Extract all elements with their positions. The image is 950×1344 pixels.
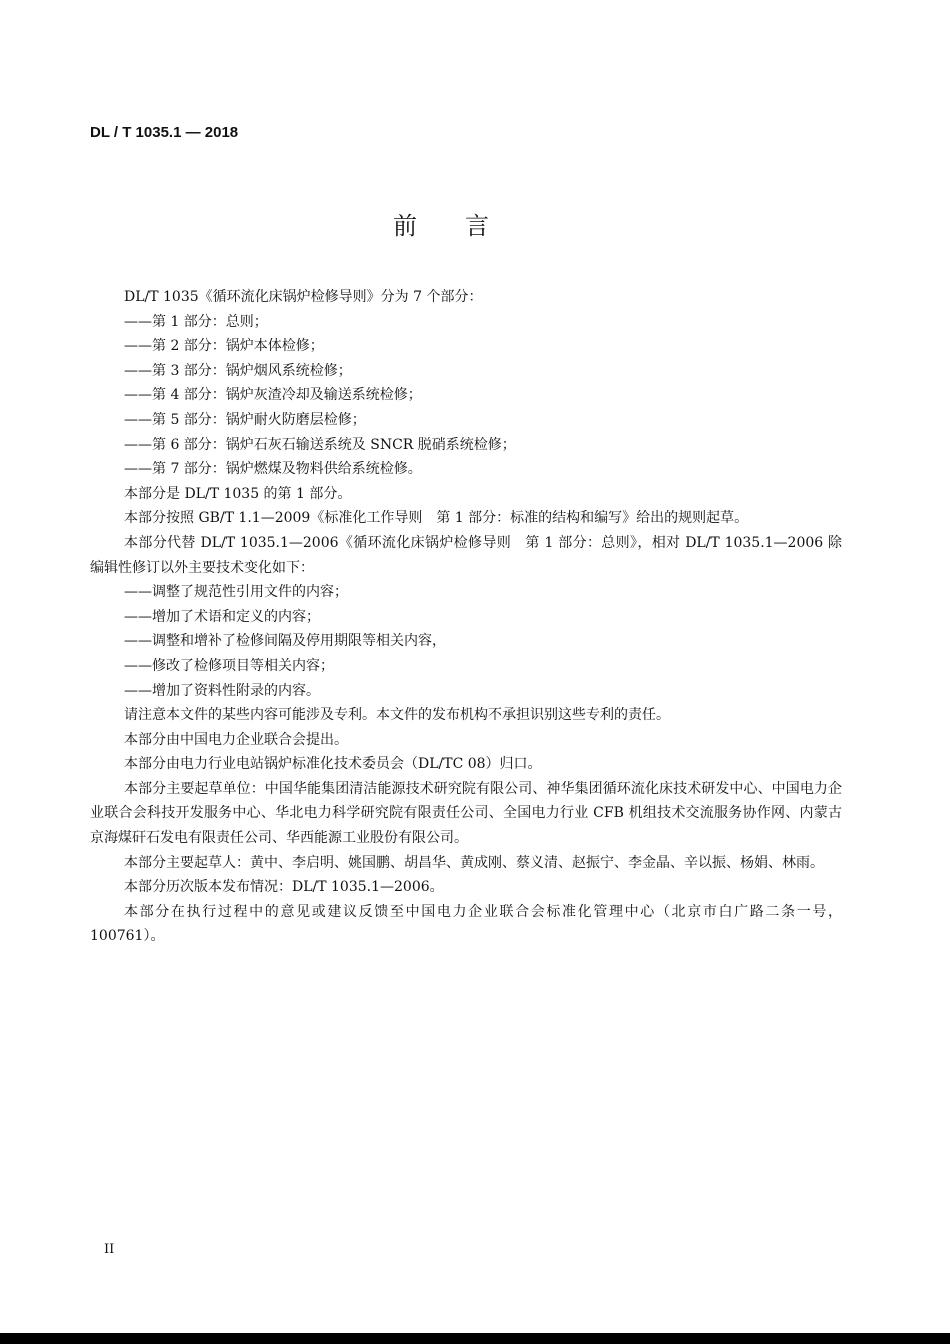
list-item-change-4: ——修改了检修项目等相关内容； <box>124 657 334 674</box>
list-item-part-6: ——第 6 部分：锅炉石灰石输送系统及 SNCR 脱硝系统检修； <box>124 436 516 453</box>
bottom-border <box>0 1333 950 1344</box>
paragraph-drafters: 本部分主要起草人：黄中、李启明、姚国鹏、胡昌华、黄成刚、蔡义清、赵振宁、李金晶、辛以振、杨娟、林雨。 <box>124 854 824 871</box>
list-item-change-1: ——调整了规范性引用文件的内容； <box>124 584 348 601</box>
paragraph-drafting-units: 本部分主要起草单位：中国华能集团清洁能源技术研究院有限公司、神华集团循环流化床技术研发中心、中国电力企业联合会科技开发服务中心、华北电力科学研究院有限责任公司、全国电力行业 CFB 机组技术交流服务协作网、内蒙古京海煤矸石发电有限责任公司、华西能源工业股份有限公司。 <box>90 780 842 847</box>
paragraph-replaces: 本部分代替 DL/T 1035.1—2006《循环流化床锅炉检修导则 第 1 部分：总则》，相对 DL/T 1035.1—2006 除编辑性修订以外主要技术变化如下： <box>90 534 842 576</box>
paragraph-parts-intro: DL/T 1035《循环流化床锅炉检修导则》分为 7 个部分： <box>124 289 483 305</box>
paragraph-drafting-rules: 本部分按照 GB/T 1.1—2009《标准化工作导则 第 1 部分：标准的结构和编写》给出的规则起草。 <box>124 510 749 527</box>
page-number: II <box>104 1242 115 1257</box>
list-item-part-5: ——第 5 部分：锅炉耐火防磨层检修； <box>124 411 366 428</box>
foreword-body <box>90 285 842 949</box>
list-item-part-4: ——第 4 部分：锅炉灰渣冷却及输送系统检修； <box>124 387 422 404</box>
paragraph-feedback: 本部分在执行过程中的意见或建议反馈至中国电力企业联合会标准化管理中心（北京市白广路二条一号，100761）。 <box>90 903 842 945</box>
paragraph-part-statement: 本部分是 DL/T 1035 的第 1 部分。 <box>124 485 352 502</box>
document-number: DL / T 1035.1 — 2018 <box>90 124 239 141</box>
paragraph-managed-by: 本部分由电力行业电站锅炉标准化技术委员会（DL/TC 08）归口。 <box>124 756 542 773</box>
paragraph-version-history: 本部分历次版本发布情况：DL/T 1035.1—2006。 <box>124 879 444 896</box>
paragraph-patent-notice: 请注意本文件的某些内容可能涉及专利。本文件的发布机构不承担识别这些专利的责任。 <box>124 707 670 724</box>
list-item-part-1: ——第 1 部分：总则； <box>124 313 268 330</box>
list-item-change-3: ——调整和增补了检修间隔及停用期限等相关内容， <box>124 633 446 650</box>
list-item-change-5: ——增加了资料性附录的内容。 <box>124 682 320 699</box>
paragraph-proposed-by: 本部分由中国电力企业联合会提出。 <box>124 731 348 748</box>
list-item-part-2: ——第 2 部分：锅炉本体检修； <box>124 338 324 355</box>
list-item-change-2: ——增加了术语和定义的内容； <box>124 608 320 625</box>
list-item-part-7: ——第 7 部分：锅炉燃煤及物料供给系统检修。 <box>124 461 422 478</box>
list-item-part-3: ——第 3 部分：锅炉烟风系统检修； <box>124 362 352 379</box>
page-title: 前言 <box>393 212 537 240</box>
